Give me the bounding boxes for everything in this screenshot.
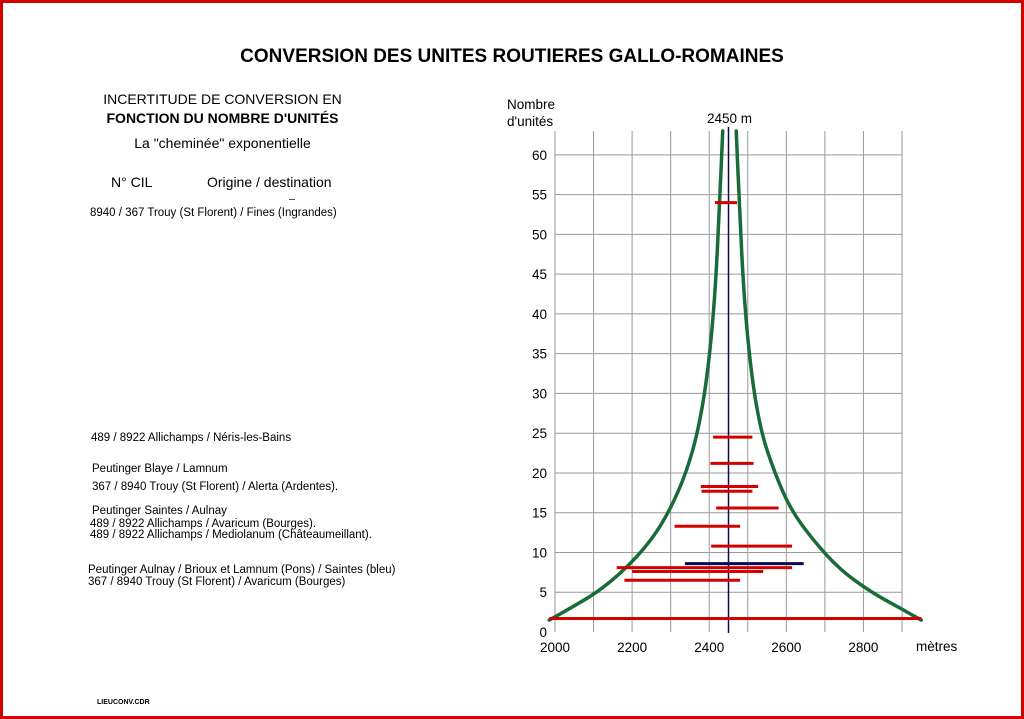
y-tick-label: 55: [531, 187, 547, 203]
x-tick-label: 2400: [694, 640, 725, 655]
label-7: 489 / 8922 Allichamps / Mediolanum (Châteaumeillant).: [90, 529, 372, 541]
y-tick-label: 10: [531, 545, 547, 561]
header-origin: Origine / destination: [207, 174, 332, 190]
y-tick-label: 15: [531, 505, 547, 521]
x-tick-label: 2200: [617, 640, 648, 655]
y-tick-label: 45: [531, 267, 547, 283]
label-3: Peutinger Blaye / Lamnum: [92, 463, 228, 475]
label-8: Peutinger Aulnay / Brioux et Lamnum (Pons) / Saintes (bleu): [88, 564, 396, 576]
y-tick-label: 25: [531, 426, 547, 442]
label-2: 489 / 8922 Allichamps / Néris-les-Bains: [91, 432, 292, 444]
y-tick-label: 0: [539, 625, 547, 640]
label-4: 367 / 8940 Trouy (St Florent) / Alerta (Ardentes).: [92, 481, 339, 493]
x-tick-label: 2800: [848, 640, 879, 655]
x-tick-label: 2600: [771, 640, 802, 655]
curve-left-branch: [549, 131, 723, 620]
subtitle-line-2: FONCTION DU NOMBRE D'UNITÉS: [106, 110, 339, 126]
header-cil: N° CIL: [111, 174, 153, 190]
label-6: 489 / 8922 Allichamps / Avaricum (Bourges).: [90, 518, 317, 530]
y-axis-label-1: Nombre: [507, 97, 556, 112]
subtitle-line-3: La "cheminée" exponentielle: [134, 135, 311, 151]
label-9: 367 / 8940 Trouy (St Florent) / Avaricum (Bourges): [88, 576, 346, 588]
subtitle-line-1: INCERTITUDE DE CONVERSION EN: [103, 91, 342, 107]
reference-line-label: 2450 m: [707, 111, 753, 126]
y-axis-label-2: d'unités: [507, 114, 554, 129]
page-title: CONVERSION DES UNITES ROUTIERES GALLO-ROMAINES: [240, 46, 784, 67]
label-5: Peutinger Saintes / Aulnay: [92, 505, 227, 517]
y-tick-label: 20: [531, 465, 547, 481]
x-axis-label: mètres: [916, 639, 958, 654]
y-tick-label: 35: [531, 346, 547, 362]
y-tick-label: 40: [531, 306, 547, 322]
x-tick-label: 2000: [539, 640, 571, 655]
y-tick-label: 5: [539, 585, 547, 601]
y-tick-label: 60: [531, 147, 547, 163]
y-tick-label: 50: [531, 227, 547, 243]
label-1: 8940 / 367 Trouy (St Florent) / Fines (Ingrandes): [90, 207, 337, 219]
file-label: LIEUCONV.CDR: [97, 699, 150, 706]
y-tick-label: 30: [531, 386, 547, 402]
